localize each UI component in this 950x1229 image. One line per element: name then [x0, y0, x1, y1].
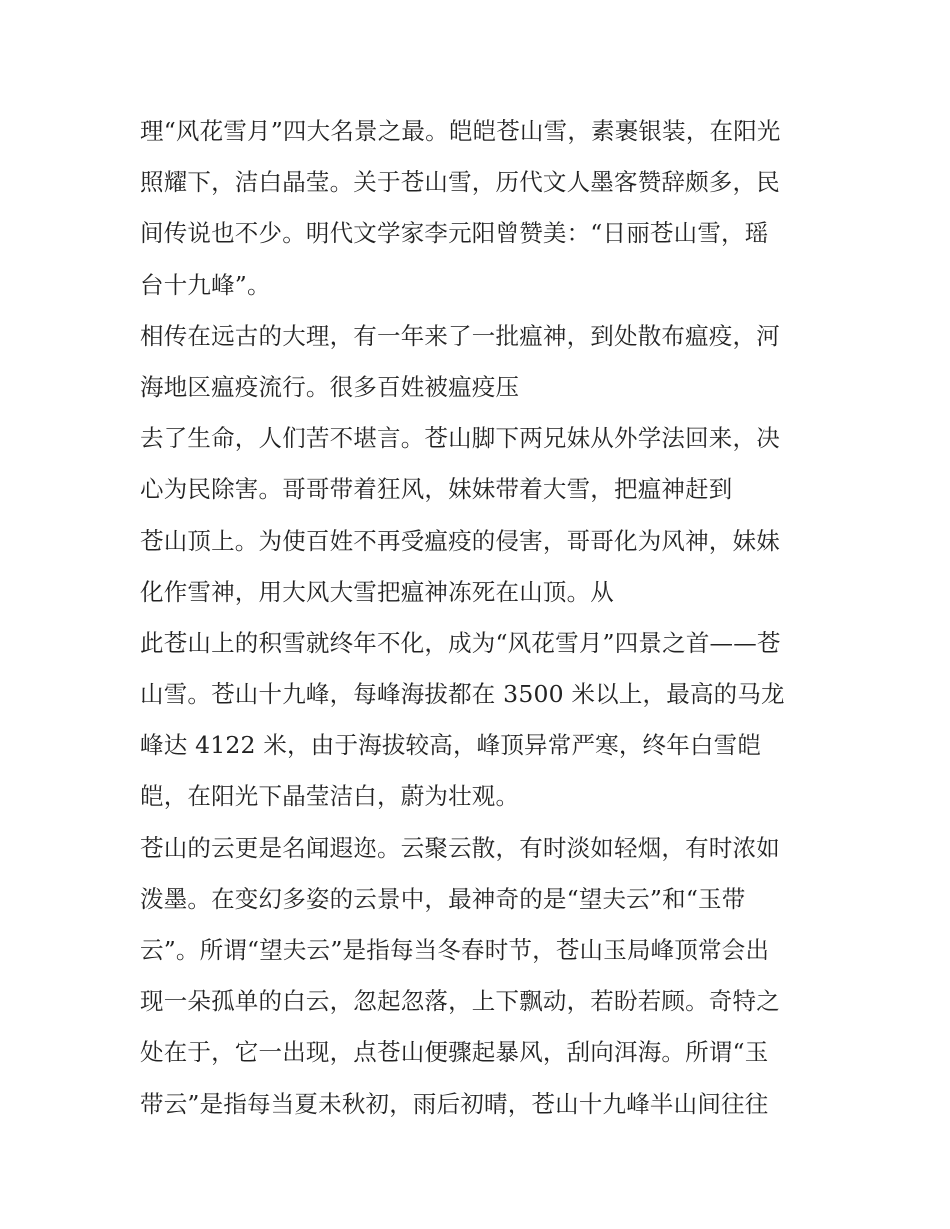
text-line: 台十九峰”。: [140, 270, 271, 299]
text-line: 苍山的云更是名闻遐迩。云聚云散，有时淡如轻烟，有时浓如: [140, 833, 780, 862]
text-line: 间传说也不少。明代文学家李元阳曾赞美：“日丽苍山雪，瑶: [140, 219, 769, 248]
document-body: [140, 106, 830, 1130]
text-line: 带云”是指每当夏未秋初，雨后初晴，苍山十九峰半山间往往: [140, 1089, 769, 1118]
text-line: 心为民除害。哥哥带着狂风，妹妹带着大雪，把瘟神赶到: [140, 475, 733, 504]
text-line: 化作雪神，用大风大雪把瘟神冻死在山顶。从: [140, 577, 614, 606]
text-line: 山雪。苍山十九峰，每峰海拔都在 3500 米以上，最高的马龙: [140, 680, 785, 709]
text-line: 处在于，它一出现，点苍山便骤起暴风，刮向洱海。所谓“玉: [140, 1038, 769, 1067]
text-line: 照耀下，洁白晶莹。关于苍山雪，历代文人墨客赞辞颇多，民: [140, 168, 780, 197]
text-line: 此苍山上的积雪就终年不化，成为“风花雪月”四景之首——苍: [140, 628, 781, 657]
text-line: 云”。所谓“望夫云”是指每当冬春时节，苍山玉局峰顶常会出: [140, 936, 770, 964]
text-line: 皑，在阳光下晶莹洁白，蔚为壮观。: [140, 782, 520, 811]
text-line: 相传在远古的大理，有一年来了一批瘟神，到处散布瘟疫，河: [140, 321, 780, 350]
text-line: 去了生命，人们苦不堪言。苍山脚下两兄妹从外学法回来，决: [140, 424, 780, 453]
text-line: 泼墨。在变幻多姿的云景中，最神奇的是“望夫云”和“玉带: [140, 884, 746, 913]
text-line: 苍山顶上。为使百姓不再受瘟疫的侵害，哥哥化为风神，妹妹: [140, 526, 780, 555]
text-line: 理“风花雪月”四大名景之最。皑皑苍山雪，素裹银装，在阳光: [140, 117, 781, 145]
text-line: 峰达 4122 米，由于海拔较高，峰顶异常严寒，终年白雪皑: [140, 731, 762, 760]
text-line: 现一朵孤单的白云，忽起忽落，上下飘动，若盼若顾。奇特之: [140, 987, 780, 1016]
text-line: 海地区瘟疫流行。很多百姓被瘟疫压: [140, 372, 520, 401]
